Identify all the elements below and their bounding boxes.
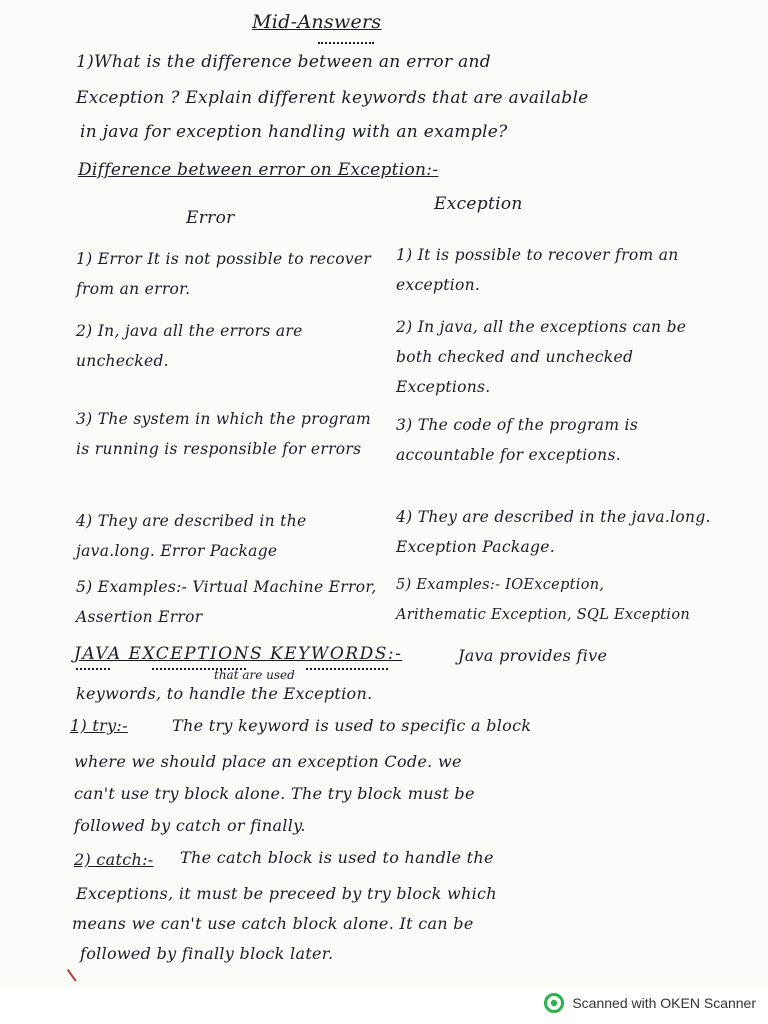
question-line-1: 1)What is the difference between an error and <box>76 52 491 72</box>
error-point-5: 5) Examples:- Virtual Machine Error, Assertion Error <box>76 578 377 626</box>
catch-label-text: 2) catch:- <box>74 850 154 869</box>
try-line-2: where we should place an exception Code. we <box>74 752 462 771</box>
try-line-1: The try keyword is used to specific a block <box>172 716 532 735</box>
keywords-squiggle-3 <box>306 664 388 670</box>
exception-point-5: 5) Examples:- IOException, Arithematic Exception, SQL Exception <box>396 577 691 623</box>
exception-point-3: 3) The code of the program is accountable for exceptions. <box>396 416 639 464</box>
try-line-4: followed by catch or finally. <box>74 816 306 835</box>
keywords-heading: JAVA EXCEPTIONS KEYWORDS:- <box>74 644 403 664</box>
exception-point-4: 4) They are described in the java.long. Exception Package. <box>396 508 711 556</box>
scanner-footer <box>0 988 768 1024</box>
title-squiggle <box>318 38 374 44</box>
exception-point-1: 1) It is possible to recover from an exception. <box>396 246 679 294</box>
error-column-header: Error <box>186 208 235 228</box>
catch-label <box>74 850 154 870</box>
error-point-1: 1) Error It is not possible to recover from an error. <box>76 250 372 298</box>
try-label <box>70 716 128 736</box>
exception-column-header: Exception <box>434 194 523 214</box>
try-label-text: 1) try:- <box>70 716 128 735</box>
scanner-watermark <box>544 993 756 1013</box>
oken-scanner-logo-icon <box>544 993 564 1013</box>
page-title: Mid-Answers <box>252 11 382 33</box>
error-point-4: 4) They are described in the java.long. Error Package <box>76 512 307 560</box>
scanner-text: Scanned with OKEN Scanner <box>572 995 756 1011</box>
catch-line-3: means we can't use catch block alone. It can be <box>72 914 474 933</box>
catch-line-2: Exceptions, it must be preceed by try block which <box>76 884 497 903</box>
keywords-intro-tail: Java provides five <box>458 646 608 665</box>
catch-line-4: followed by finally block later. <box>80 944 334 963</box>
error-point-2: 2) In, java all the errors are unchecked. <box>76 322 303 370</box>
margin-mark <box>67 964 83 981</box>
question-line-3: in java for exception handling with an example? <box>80 122 508 142</box>
section-heading: Difference between error on Exception:- <box>78 160 439 180</box>
try-line-3: can't use try block alone. The try block must be <box>74 784 475 803</box>
catch-line-1: The catch block is used to handle the <box>180 848 494 867</box>
insertion-note: that are used <box>214 668 295 682</box>
keywords-intro-line-2: keywords, to handle the Exception. <box>76 684 373 703</box>
exception-point-2: 2) In java, all the exceptions can be both checked and unchecked Exceptions. <box>396 318 687 396</box>
question-line-2: Exception ? Explain different keywords that are available <box>76 88 589 108</box>
keywords-squiggle-1 <box>76 664 110 670</box>
error-point-3: 3) The system in which the program is running is responsible for errors <box>76 410 372 458</box>
